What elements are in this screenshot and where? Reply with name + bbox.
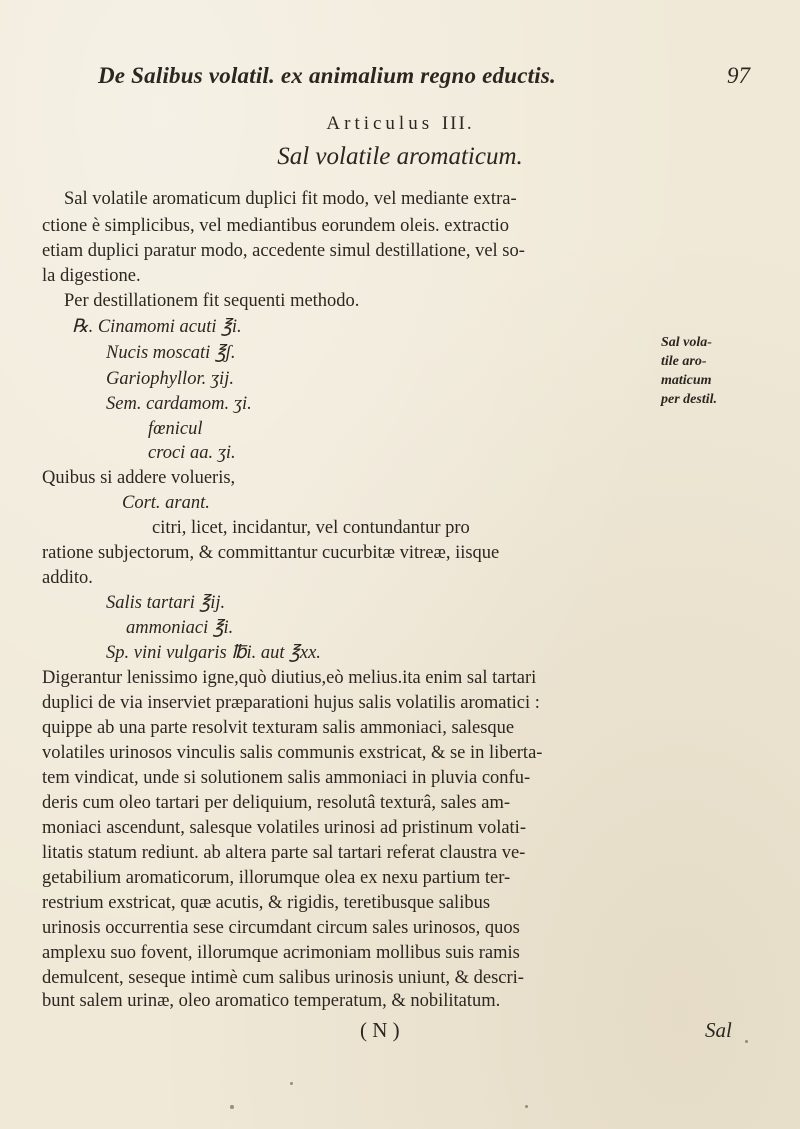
text-line: moniaci ascendunt, salesque volatiles urinosi ad pristinum volati- <box>42 818 526 838</box>
running-head-title: De Salibus volatil. ex animalium regno eductis. <box>98 63 556 88</box>
section-title: Sal volatile aromaticum. <box>277 143 523 170</box>
running-head <box>60 63 750 97</box>
recipe-line: Gariophyllor. ʒij. <box>106 369 234 389</box>
text-line: addito. <box>42 568 93 588</box>
margin-note <box>661 333 741 409</box>
recipe-line: ℞. Cinamomi acuti ℥i. <box>72 317 242 337</box>
recipe-line: Salis tartari ℥ij. <box>106 593 226 613</box>
text-line: tem vindicat, unde si solutionem salis ammoniaci in pluvia confu- <box>42 768 531 788</box>
text-line: Quibus si addere volueris, <box>42 468 236 488</box>
text-line: deris cum oleo tartari per deliquium, resolutâ texturâ, sales am- <box>42 793 510 813</box>
text-line: volatiles urinosos vinculis salis communis exstricat, & se in liberta- <box>42 743 543 763</box>
recipe-line: Nucis moscati ℥ʃ. <box>106 343 236 363</box>
recipe-line: Sp. vini vulgaris ℔i. aut ℥xx. <box>106 643 321 663</box>
paper-speck <box>745 1040 748 1043</box>
recipe-line: croci aa. ʒi. <box>148 443 236 463</box>
recipe-line: Sem. cardamom. ʒi. <box>106 394 252 414</box>
text-line: Per destillationem fit sequenti methodo. <box>64 291 360 311</box>
text-line: urinosis occurrentia sese circumdant circum sales urinosos, quos <box>42 918 520 938</box>
text-line: etiam duplici paratur modo, accedente simul destillatione, vel so- <box>42 241 525 261</box>
text-line: Sal volatile aromaticum duplici fit modo, vel mediante extra- <box>64 189 517 209</box>
paper-speck <box>290 1082 293 1085</box>
text-line: getabilium aromaticorum, illorumque olea ex nexu partium ter- <box>42 868 511 888</box>
article-number: III. <box>441 113 474 134</box>
page-number: 97 <box>727 63 750 88</box>
text-line: citri, licet, incidantur, vel contundantur pro <box>152 518 470 538</box>
text-line: ctione è simplicibus, vel mediantibus eorundem oleis. extractio <box>42 216 510 236</box>
text-line: Digerantur lenissimo igne,quò diutius,eò melius.ita enim sal tartari <box>42 668 537 688</box>
margin-note-line: maticum <box>661 373 712 388</box>
recipe-line: Cort. arant. <box>122 493 210 513</box>
signature-mark: ( N ) <box>360 1018 400 1042</box>
text-line: restrium exstricat, quæ acutis, & rigidis, teretibusque salibus <box>42 893 491 913</box>
text-line: litatis statum rediunt. ab altera parte sal tartari referat claustra ve- <box>42 843 526 863</box>
catchword: Sal <box>705 1018 732 1042</box>
article-heading <box>0 113 800 135</box>
text-line: duplici de via inserviet præparationi hujus salis volatilis aromatici : <box>42 693 540 713</box>
margin-note-line: Sal vola- <box>661 335 712 350</box>
text-line: la digestione. <box>42 266 141 286</box>
article-label: Articulus <box>326 113 434 134</box>
recipe-line: fœnicul <box>148 419 203 439</box>
paper-speck <box>525 1105 528 1108</box>
margin-note-line: tile aro- <box>661 354 707 369</box>
text-line: quippe ab una parte resolvit texturam salis ammoniaci, salesque <box>42 718 515 738</box>
text-line: bunt salem urinæ, oleo aromatico temperatum, & nobilitatum. <box>42 991 501 1011</box>
text-line: ratione subjectorum, & committantur cucurbitæ vitreæ, iisque <box>42 543 500 563</box>
margin-note-line: per destil. <box>661 392 717 407</box>
text-line: amplexu suo fovent, illorumque acrimoniam mollibus suis ramis <box>42 943 520 963</box>
recipe-line: ammoniaci ℥i. <box>126 618 234 638</box>
text-line: demulcent, seseque intimè cum salibus urinosis uniunt, & descri- <box>42 968 524 988</box>
paper-speck <box>230 1105 234 1109</box>
